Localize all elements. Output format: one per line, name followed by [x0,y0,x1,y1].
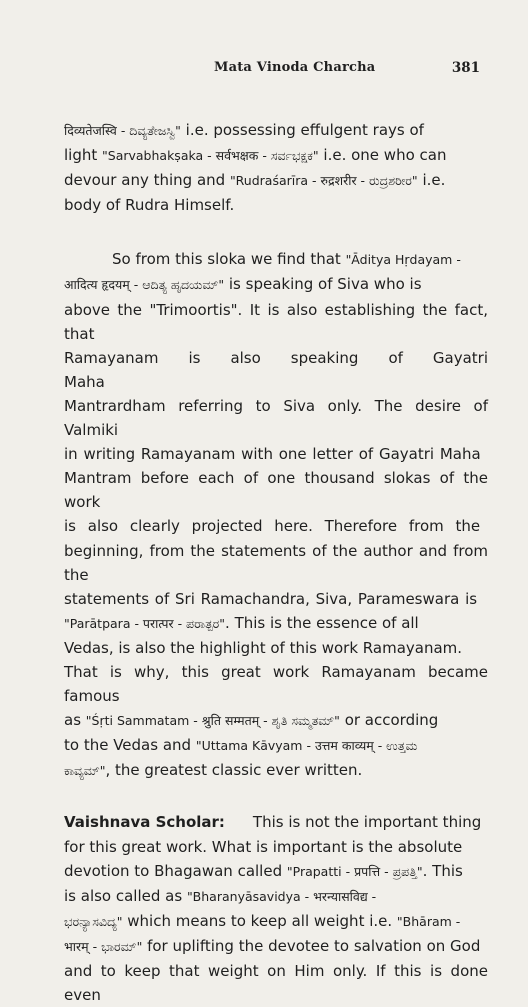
text-run: to the Vedas and [64,736,196,755]
speaker-label: Vaishnava Scholar: [64,813,225,832]
transliteration: "Āditya Hṛdayam - [345,252,461,268]
transliteration: "Śṛti Sammatam - श्रुति सम्मतम् - ಶೃತಿ ಸಮ್ಮತಮ್" [85,713,340,729]
text-line: above the "Trimoortis". It is also establishing the fact, that [64,300,488,343]
text-line [64,859,488,884]
text-line [64,708,488,733]
paragraph-1 [64,118,488,217]
text-line: Mantram before each of one thousand slokas of the work [64,469,488,512]
text-line: Ramayanam is also speaking of Gayatri Maha [64,348,488,391]
text-line [64,934,488,959]
text-run: So from this sloka we find that [112,250,346,269]
page-number: 381 [451,60,480,76]
text-run: . This [422,861,463,880]
text-line [64,247,488,272]
text-line: beginning, from the statements of the author and from the [64,541,488,584]
body-text [64,118,488,1007]
text-line: That is why, this great work Ramayanam became famous [64,662,488,706]
text-run: for uplifting the devotee to salvation on God [142,936,481,955]
text-line: is also clearly projected here. Therefore from the [64,517,481,536]
text-line [64,168,488,193]
transliteration: "Prapatti - प्रपत्ति - ಪ್ರಪತ್ತಿ" [286,863,423,879]
text-line [64,143,488,168]
transliteration: ಭರನ್ಯಾಸವಿದ್ಯ" [64,913,123,929]
text-run: devotion to Bhagawan called [64,861,287,880]
text-run: , the greatest classic ever written. [105,761,363,780]
text-line [64,758,488,783]
text-run: devour any thing and [64,171,230,190]
text-run: i.e. one who can [318,146,447,165]
text-run: is also called as [64,886,187,905]
text-line: Vedas, is also the highlight of this work Ramayanam. [64,638,463,657]
text-line [64,810,488,834]
paragraph-3 [64,810,488,1007]
text-line: statements of Sri Ramachandra, Siva, Parameswara is [64,589,478,608]
text-line: for this great work. What is important is the absolute [64,837,463,856]
text-run: i.e. [417,171,446,190]
transliteration: "Uttama Kāvyam - उत्तम काव्यम् - ಉತ್ತಮ [195,738,418,754]
transliteration: दिव्यतेजस्वि - ದಿವ್ಯತೇಜಸ್ವಿ" [64,123,181,138]
transliteration: "Parātpara - परात्पर - ಪರಾತ್ಪರ" [64,615,226,631]
transliteration: ಕಾವ್ಯಮ್" [64,763,106,779]
text-line: and to keep that weight on Him only. If this is done even [64,962,488,1005]
running-head [0,60,528,80]
text-line [64,884,488,909]
transliteration: "Rudraśarīra - रुद्रशरीर - ರುದ್ರಶರೀರ" [229,173,418,189]
text-line [64,733,488,758]
text-run: . This is the essence of all [225,613,419,632]
text-line: in writing Ramayanam with one letter of Gayatri Maha [64,445,481,464]
text-line [64,272,488,297]
text-run: This is not the important thing [252,813,482,832]
text-line [64,611,488,636]
transliteration: "Bhāram - [396,913,461,929]
transliteration: "Bharanyāsavidya - भरन्यासविद्य - [186,888,377,904]
text-run: i.e. possessing effulgent rays of [180,121,424,139]
text-run: as [64,711,86,730]
text-line [64,909,488,934]
text-line: Mantrardham referring to Siva only. The desire of Valmiki [64,396,488,440]
text-run: which means to keep all weight i.e. [122,911,397,930]
text-run: or according [339,711,439,730]
text-line [64,118,488,143]
transliteration: भारम् - ಭಾರಮ್" [64,938,143,954]
transliteration: "Sarvabhakṣaka - सर्वभक्षक - ಸರ್ವಭಕ್ಷಕ" [102,148,319,164]
running-title: Mata Vinoda Charcha [214,60,376,75]
text-run: is speaking of Siva who is [224,275,422,294]
transliteration: आदित्य हृदयम् - ಆದಿತ್ಯ ಹೃದಯಮ್" [64,277,225,293]
text-run: light [64,146,103,165]
paragraph-2 [64,247,488,783]
text-line: body of Rudra Himself. [64,196,235,215]
